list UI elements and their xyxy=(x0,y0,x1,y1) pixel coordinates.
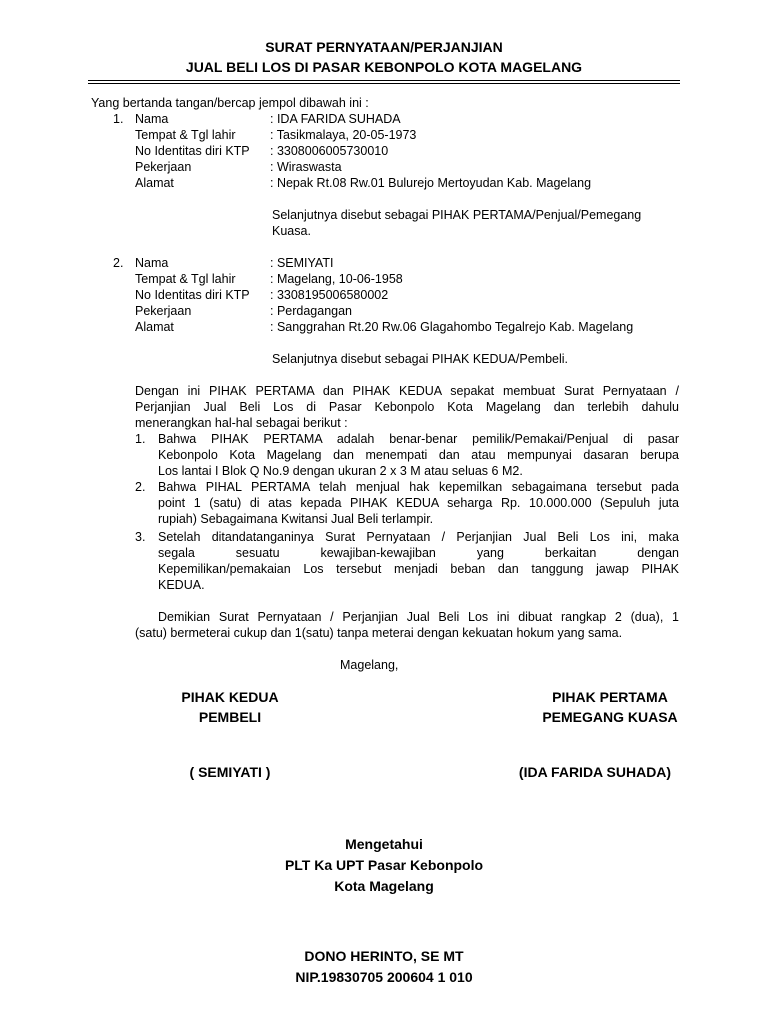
party2-nama-value: : SEMIYATI xyxy=(270,256,334,270)
document-title-line2: JUAL BELI LOS DI PASAR KEBONPOLO KOTA MAGELANG xyxy=(185,59,583,75)
signature-left-title1: PIHAK KEDUA xyxy=(181,689,279,705)
agreement-intro-line1: Dengan ini PIHAK PERTAMA dan PIHAK KEDUA sepakat membuat Surat Pernyataan / xyxy=(135,384,679,398)
party1-nama-value: : IDA FARIDA SUHADA xyxy=(270,112,401,126)
party2-alamat-value: : Sanggrahan Rt.20 Rw.06 Glagahombo Tegalrejo Kab. Magelang xyxy=(270,320,634,334)
party1-alamat-value: : Nepak Rt.08 Rw.01 Bulurejo Mertoyudan Kab. Magelang xyxy=(270,176,592,190)
party1-number: 1. xyxy=(113,112,124,126)
party1-ttl-label: Tempat & Tgl lahir xyxy=(135,128,236,142)
point3-line4: KEDUA. xyxy=(158,578,205,592)
closing-line1: Demikian Surat Pernyataan / Perjanjian Jual Beli Los ini dibuat rangkap 2 (dua), 1 xyxy=(158,610,679,624)
party2-pekerjaan-label: Pekerjaan xyxy=(135,304,192,318)
party1-ttl-value: : Tasikmalaya, 20-05-1973 xyxy=(270,128,417,142)
party2-role-line1: Selanjutnya disebut sebagai PIHAK KEDUA/Pembeli. xyxy=(272,352,568,366)
party2-ttl-label: Tempat & Tgl lahir xyxy=(135,272,236,286)
intro-text: Yang bertanda tangan/bercap jempol dibawah ini : xyxy=(91,96,369,110)
agreement-intro-line3: menerangkan hal-hal sebagai berikut : xyxy=(135,416,348,430)
point2-number: 2. xyxy=(135,480,146,494)
point1-line1: Bahwa PIHAK PERTAMA adalah benar-benar pemilik/Pemakai/Penjual di pasar xyxy=(158,432,679,446)
point3-line3: Kepemilikan/pemakaian Los tersebut menjadi beban dan tanggung jawap PIHAK xyxy=(158,562,679,576)
signature-left-name: ( SEMIYATI ) xyxy=(189,764,271,780)
party1-role-line2: Kuasa. xyxy=(272,224,311,238)
signature-right-title2: PEMEGANG KUASA xyxy=(542,709,678,725)
closing-line2: (satu) bermeterai cukup dan 1(satu) tanpa meterai dengan kekuatan hokum yang sama. xyxy=(135,626,623,640)
acknowledgement-line2: PLT Ka UPT Pasar Kebonpolo xyxy=(284,857,484,873)
point2-line1: Bahwa PIHAL PERTAMA telah menjual hak kepemilkan sebagaimana tersebut pada xyxy=(158,480,679,494)
point1-number: 1. xyxy=(135,432,146,446)
acknowledgement-line1: Mengetahui xyxy=(345,836,423,852)
point3-line1: Setelah ditandatanganinya Surat Pernyataan / Perjanjian Jual Beli Los ini, maka xyxy=(158,530,679,544)
party1-ktp-value: : 3308006005730010 xyxy=(270,144,389,158)
party1-nama-label: Nama xyxy=(135,112,169,126)
party1-pekerjaan-label: Pekerjaan xyxy=(135,160,192,174)
document-title-line1: SURAT PERNYATAAN/PERJANJIAN xyxy=(265,39,503,55)
acknowledgement-line3: Kota Magelang xyxy=(334,878,434,894)
point2-line3: rupiah) Sebagaimana Kwitansi Jual Beli terlampir. xyxy=(158,512,434,526)
point1-line2: Kebonpolo Kota Magelang dan menempati dan atau mempunyai dasaran berupa xyxy=(158,448,679,462)
party2-ttl-value: : Magelang, 10-06-1958 xyxy=(270,272,403,286)
party1-ktp-label: No Identitas diri KTP xyxy=(135,144,250,158)
party2-number: 2. xyxy=(113,256,124,270)
signature-right-name: (IDA FARIDA SUHADA) xyxy=(518,764,672,780)
point3-number: 3. xyxy=(135,530,146,544)
point2-line2: point 1 (satu) di atas kepada PIHAK KEDUA seharga Rp. 10.000.000 (Sepuluh juta xyxy=(158,496,679,510)
party1-alamat-label: Alamat xyxy=(135,176,174,190)
party2-ktp-value: : 3308195006580002 xyxy=(270,288,389,302)
party1-pekerjaan-value: : Wiraswasta xyxy=(270,160,342,174)
point1-line3: Los lantai I Blok Q No.9 dengan ukuran 2 x 3 M atau seluas 6 M2. xyxy=(158,464,523,478)
signature-right-title1: PIHAK PERTAMA xyxy=(552,689,668,705)
party2-alamat-label: Alamat xyxy=(135,320,174,334)
party2-nama-label: Nama xyxy=(135,256,169,270)
official-nip: NIP.19830705 200604 1 010 xyxy=(295,969,473,985)
title-underline-top xyxy=(88,80,680,81)
point3-line2: segala sesuatu kewajiban-kewajiban yang berkaitan dengan xyxy=(158,546,679,560)
place-date: Magelang, xyxy=(340,658,399,672)
title-underline-bottom xyxy=(88,83,680,84)
signature-left-title2: PEMBELI xyxy=(198,709,262,725)
party1-role-line1: Selanjutnya disebut sebagai PIHAK PERTAMA/Penjual/Pemegang xyxy=(272,208,642,222)
official-name: DONO HERINTO, SE MT xyxy=(304,948,464,964)
party2-pekerjaan-value: : Perdagangan xyxy=(270,304,353,318)
party2-ktp-label: No Identitas diri KTP xyxy=(135,288,250,302)
agreement-intro-line2: Perjanjian Jual Beli Los di Pasar Kebonpolo Kota Magelang dan terlebih dahulu xyxy=(135,400,679,414)
